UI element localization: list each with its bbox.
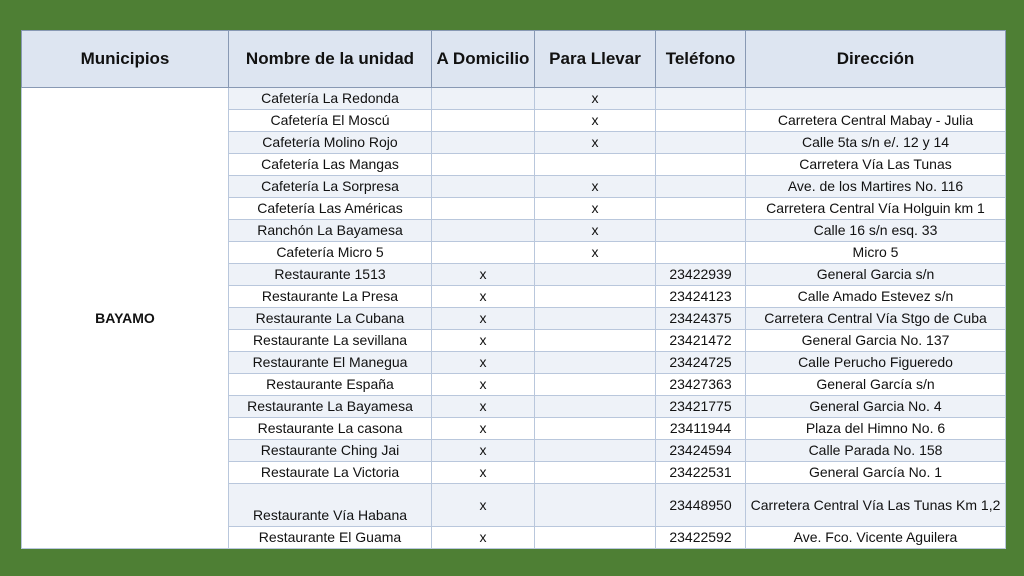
- a-domicilio-cell: x: [432, 440, 535, 462]
- para-llevar-cell: [535, 374, 656, 396]
- direccion-cell: Calle 16 s/n esq. 33: [746, 220, 1006, 242]
- direccion-cell: Calle Amado Estevez s/n: [746, 286, 1006, 308]
- a-domicilio-cell: [432, 110, 535, 132]
- table-header: [22, 31, 1006, 88]
- para-llevar-cell: x: [535, 242, 656, 264]
- slide-content: [21, 30, 1005, 549]
- telefono-cell: [656, 198, 746, 220]
- para-llevar-cell: x: [535, 220, 656, 242]
- para-llevar-cell: x: [535, 132, 656, 154]
- header-direccion: Dirección: [746, 31, 1006, 88]
- para-llevar-cell: [535, 286, 656, 308]
- header-nombre-unidad: Nombre de la unidad: [229, 31, 432, 88]
- para-llevar-cell: [535, 462, 656, 484]
- a-domicilio-cell: x: [432, 484, 535, 527]
- a-domicilio-cell: x: [432, 330, 535, 352]
- municipio-cell: BAYAMO: [22, 88, 229, 549]
- telefono-cell: 23422592: [656, 527, 746, 549]
- telefono-cell: 23411944: [656, 418, 746, 440]
- header-municipios: Municipios: [22, 31, 229, 88]
- direccion-cell: [746, 88, 1006, 110]
- unit-name-cell: Restaurante Vía Habana: [229, 484, 432, 527]
- direccion-cell: Carretera Central Vía Stgo de Cuba: [746, 308, 1006, 330]
- unit-name-cell: Ranchón La Bayamesa: [229, 220, 432, 242]
- direccion-cell: General García No. 1: [746, 462, 1006, 484]
- unit-name-cell: Restaurante El Manegua: [229, 352, 432, 374]
- direccion-cell: Carretera Central Mabay - Julia: [746, 110, 1006, 132]
- unit-name-cell: Restaurante Ching Jai: [229, 440, 432, 462]
- telefono-cell: 23424375: [656, 308, 746, 330]
- unit-name-cell: Restaurante España: [229, 374, 432, 396]
- unit-name-cell: Cafetería Molino Rojo: [229, 132, 432, 154]
- telefono-cell: 23448950: [656, 484, 746, 527]
- direccion-cell: Calle 5ta s/n e/. 12 y 14: [746, 132, 1006, 154]
- unit-name-cell: Cafetería Las Américas: [229, 198, 432, 220]
- direccion-cell: Calle Perucho Figueredo: [746, 352, 1006, 374]
- unit-name-cell: Restaurante La Cubana: [229, 308, 432, 330]
- unit-name-cell: Cafetería La Redonda: [229, 88, 432, 110]
- telefono-cell: [656, 110, 746, 132]
- a-domicilio-cell: [432, 220, 535, 242]
- a-domicilio-cell: x: [432, 527, 535, 549]
- header-row: [22, 31, 1006, 88]
- a-domicilio-cell: x: [432, 374, 535, 396]
- telefono-cell: 23421472: [656, 330, 746, 352]
- telefono-cell: 23424594: [656, 440, 746, 462]
- telefono-cell: [656, 88, 746, 110]
- telefono-cell: [656, 242, 746, 264]
- unit-name-cell: Restaurante 1513: [229, 264, 432, 286]
- unit-name-cell: Cafetería Las Mangas: [229, 154, 432, 176]
- para-llevar-cell: [535, 330, 656, 352]
- table-body: [22, 88, 1006, 549]
- direccion-cell: General Garcia No. 4: [746, 396, 1006, 418]
- para-llevar-cell: x: [535, 88, 656, 110]
- restaurant-table: [21, 30, 1006, 549]
- telefono-cell: [656, 132, 746, 154]
- a-domicilio-cell: x: [432, 396, 535, 418]
- a-domicilio-cell: x: [432, 418, 535, 440]
- unit-name-cell: Restaurante El Guama: [229, 527, 432, 549]
- header-telefono: Teléfono: [656, 31, 746, 88]
- unit-name-cell: Restaurante La Presa: [229, 286, 432, 308]
- direccion-cell: General Garcia No. 137: [746, 330, 1006, 352]
- a-domicilio-cell: [432, 154, 535, 176]
- para-llevar-cell: [535, 264, 656, 286]
- para-llevar-cell: [535, 396, 656, 418]
- header-a-domicilio: A Domicilio: [432, 31, 535, 88]
- direccion-cell: Plaza del Himno No. 6: [746, 418, 1006, 440]
- a-domicilio-cell: x: [432, 352, 535, 374]
- a-domicilio-cell: [432, 176, 535, 198]
- unit-name-cell: Cafetería Micro 5: [229, 242, 432, 264]
- unit-name-cell: Restaurante La sevillana: [229, 330, 432, 352]
- para-llevar-cell: [535, 352, 656, 374]
- para-llevar-cell: [535, 308, 656, 330]
- a-domicilio-cell: [432, 132, 535, 154]
- unit-name-cell: Cafetería El Moscú: [229, 110, 432, 132]
- para-llevar-cell: x: [535, 176, 656, 198]
- para-llevar-cell: [535, 418, 656, 440]
- direccion-cell: Carretera Vía Las Tunas: [746, 154, 1006, 176]
- unit-name-cell: Restaurante La Bayamesa: [229, 396, 432, 418]
- table-row: [22, 88, 1006, 110]
- direccion-cell: General Garcia s/n: [746, 264, 1006, 286]
- telefono-cell: 23424123: [656, 286, 746, 308]
- header-para-llevar: Para Llevar: [535, 31, 656, 88]
- direccion-cell: Micro 5: [746, 242, 1006, 264]
- telefono-cell: 23422939: [656, 264, 746, 286]
- para-llevar-cell: [535, 484, 656, 527]
- direccion-cell: Ave. de los Martires No. 116: [746, 176, 1006, 198]
- telefono-cell: [656, 220, 746, 242]
- telefono-cell: 23422531: [656, 462, 746, 484]
- para-llevar-cell: x: [535, 198, 656, 220]
- direccion-cell: Ave. Fco. Vicente Aguilera: [746, 527, 1006, 549]
- telefono-cell: 23424725: [656, 352, 746, 374]
- telefono-cell: [656, 154, 746, 176]
- telefono-cell: [656, 176, 746, 198]
- a-domicilio-cell: x: [432, 286, 535, 308]
- unit-name-cell: Cafetería La Sorpresa: [229, 176, 432, 198]
- telefono-cell: 23427363: [656, 374, 746, 396]
- direccion-cell: General García s/n: [746, 374, 1006, 396]
- a-domicilio-cell: x: [432, 308, 535, 330]
- direccion-cell: Calle Parada No. 158: [746, 440, 1006, 462]
- unit-name-cell: Restaurate La Victoria: [229, 462, 432, 484]
- para-llevar-cell: [535, 527, 656, 549]
- para-llevar-cell: [535, 440, 656, 462]
- telefono-cell: 23421775: [656, 396, 746, 418]
- para-llevar-cell: x: [535, 110, 656, 132]
- a-domicilio-cell: [432, 242, 535, 264]
- unit-name-cell: Restaurante La casona: [229, 418, 432, 440]
- direccion-cell: Carretera Central Vía Holguin km 1: [746, 198, 1006, 220]
- direccion-cell: Carretera Central Vía Las Tunas Km 1,2: [746, 484, 1006, 527]
- a-domicilio-cell: [432, 88, 535, 110]
- a-domicilio-cell: x: [432, 462, 535, 484]
- a-domicilio-cell: x: [432, 264, 535, 286]
- para-llevar-cell: [535, 154, 656, 176]
- a-domicilio-cell: [432, 198, 535, 220]
